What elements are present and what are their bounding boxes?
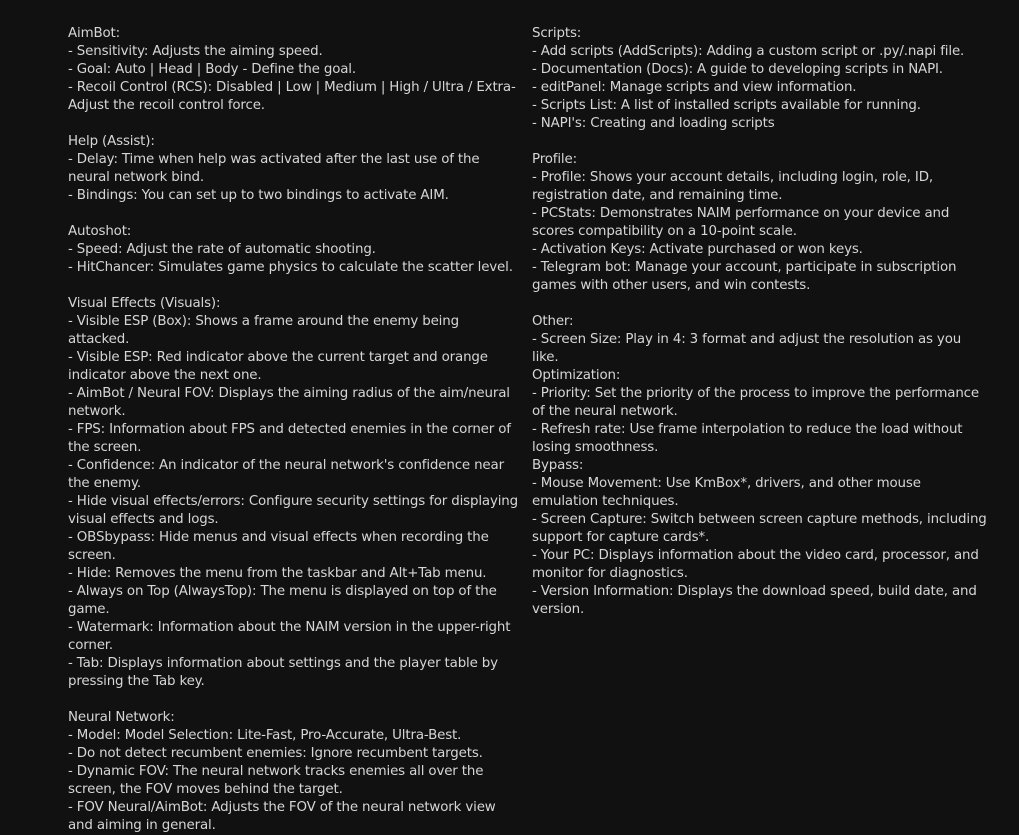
list-item: - Hide: Removes the menu from the taskbar and Alt+Tab menu.: [68, 566, 487, 581]
list-item: - Speed: Adjust the rate of automatic shooting.: [68, 242, 376, 257]
section-visual-effects: [68, 295, 523, 691]
section-profile: [532, 151, 990, 295]
list-item: - Mouse Movement: Use KmBox*, drivers, and other mouse emulation techniques.: [532, 476, 921, 509]
section-bypass: [532, 457, 990, 619]
list-item: - Model: Model Selection: Lite-Fast, Pro-Accurate, Ultra-Best.: [68, 728, 462, 743]
list-item: - Telegram bot: Manage your account, participate in subscription games with other users, and win contests.: [532, 260, 957, 293]
list-item: - Goal: Auto | Head | Body - Define the goal.: [68, 62, 356, 77]
section-heading: Bypass:: [532, 458, 584, 473]
list-item: - Tab: Displays information about settings and the player table by pressing the Tab key.: [68, 656, 498, 689]
section-heading: Optimization:: [532, 368, 621, 383]
list-item: - Refresh rate: Use frame interpolation to reduce the load without losing smoothness.: [532, 422, 963, 455]
list-item: - Activation Keys: Activate purchased or won keys.: [532, 242, 863, 257]
list-item: - PCStats: Demonstrates NAIM performance on your device and scores compatibility on a 10-point scale.: [532, 206, 950, 239]
list-item: - editPanel: Manage scripts and view information.: [532, 80, 857, 95]
left-column: [68, 25, 523, 835]
list-item: - Your PC: Displays information about the video card, processor, and monitor for diagnostics.: [532, 548, 979, 581]
list-item: - FPS: Information about FPS and detected enemies in the corner of the screen.: [68, 422, 511, 455]
list-item: - Documentation (Docs): A guide to developing scripts in NAPI.: [532, 62, 943, 77]
list-item: - Delay: Time when help was activated after the last use of the neural network bind.: [68, 152, 480, 185]
section-heading: Help (Assist):: [68, 134, 155, 149]
section-help-assist: [68, 133, 523, 205]
section-neural-network: [68, 709, 523, 835]
list-item: - Confidence: An indicator of the neural network's confidence near the enemy.: [68, 458, 504, 491]
list-item: - Visible ESP (Box): Shows a frame around the enemy being attacked.: [68, 314, 459, 347]
list-item: - FOV Neural/AimBot: Adjusts the FOV of the neural network view and aiming in general.: [68, 800, 496, 833]
list-item: - Bindings: You can set up to two bindings to activate AIM.: [68, 188, 449, 203]
list-item: - HitChancer: Simulates game physics to calculate the scatter level.: [68, 260, 513, 275]
list-item: - Screen Size: Play in 4: 3 format and adjust the resolution as you like.: [532, 332, 962, 365]
list-item: - NAPI's: Creating and loading scripts: [532, 116, 775, 131]
section-autoshot: [68, 223, 523, 277]
list-item: - Profile: Shows your account details, including login, role, ID, registration date, and remaining time.: [532, 170, 933, 203]
list-item: - Always on Top (AlwaysTop): The menu is displayed on top of the game.: [68, 584, 497, 617]
list-item: - Watermark: Information about the NAIM version in the upper-right corner.: [68, 620, 511, 653]
section-heading: Autoshot:: [68, 224, 132, 239]
list-item: - OBSbypass: Hide menus and visual effects when recording the screen.: [68, 530, 489, 563]
section-optimization: [532, 367, 990, 457]
list-item: - Version Information: Displays the download speed, build date, and version.: [532, 584, 977, 617]
right-column: [532, 25, 990, 619]
section-heading: Other:: [532, 314, 574, 329]
section-heading: Neural Network:: [68, 710, 175, 725]
section-heading: Scripts:: [532, 26, 582, 41]
section-aimbot: [68, 25, 523, 115]
section-heading: AimBot:: [68, 26, 121, 41]
section-heading: Profile:: [532, 152, 577, 167]
list-item: - Scripts List: A list of installed scripts available for running.: [532, 98, 921, 113]
list-item: - Add scripts (AddScripts): Adding a custom script or .py/.napi file.: [532, 44, 965, 59]
list-item: - Dynamic FOV: The neural network tracks enemies all over the screen, the FOV moves behind the target.: [68, 764, 484, 797]
list-item: - Recoil Control (RCS): Disabled | Low | Medium | High / Ultra / Extra- Adjust the recoil control force.: [68, 80, 516, 113]
section-other: [532, 313, 990, 367]
list-item: - Visible ESP: Red indicator above the current target and orange indicator above the next one.: [68, 350, 488, 383]
list-item: - AimBot / Neural FOV: Displays the aiming radius of the aim/neural network.: [68, 386, 510, 419]
list-item: - Priority: Set the priority of the process to improve the performance of the neural network.: [532, 386, 979, 419]
list-item: - Hide visual effects/errors: Configure security settings for displaying visual effects and logs.: [68, 494, 518, 527]
section-scripts: [532, 25, 990, 133]
list-item: - Screen Capture: Switch between screen capture methods, including support for capture cards*.: [532, 512, 987, 545]
section-heading: Visual Effects (Visuals):: [68, 296, 221, 311]
list-item: - Sensitivity: Adjusts the aiming speed.: [68, 44, 323, 59]
list-item: - Do not detect recumbent enemies: Ignore recumbent targets.: [68, 746, 483, 761]
